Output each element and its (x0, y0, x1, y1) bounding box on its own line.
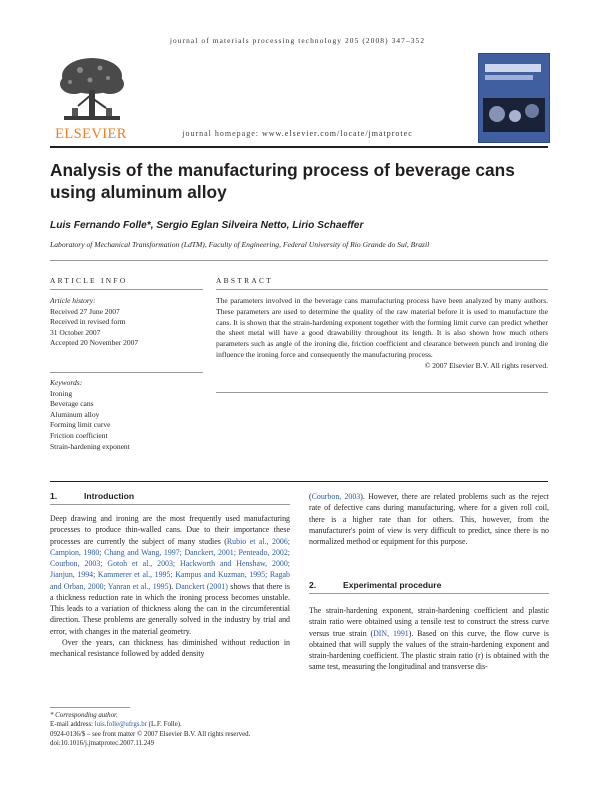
citation-link[interactable]: DIN, 1991 (373, 628, 409, 638)
abstract-heading: ABSTRACT (216, 276, 274, 285)
divider (50, 504, 290, 505)
divider (50, 289, 203, 290)
paragraph: (Courbon, 2003). However, there are related problems such as the reject rate of defective cans during manufacturing, where for a given roll coil, there is a higher rate than for others. This, however, from the manufacturer's point of view is very difficult to predict, since there is no normalized method or equipment for this purpose. (309, 492, 549, 546)
divider (50, 481, 548, 482)
section-title: Experimental procedure (343, 580, 442, 590)
cover-image (483, 98, 545, 132)
issn-line: 0924-0136/$ – see front matter © 2007 Elsevier B.V. All rights reserved. (50, 730, 251, 738)
keywords-label: Keywords: (50, 378, 83, 387)
body-column-right (309, 491, 549, 547)
citation-link[interactable]: Courbon, 2003 (311, 492, 361, 501)
divider (216, 289, 548, 290)
body-column-right-lower (309, 605, 549, 673)
abstract-copyright: © 2007 Elsevier B.V. All rights reserved. (424, 360, 548, 370)
section-number: 1. (50, 491, 58, 501)
section-heading-experimental (309, 580, 549, 590)
keyword: Aluminum alloy (50, 409, 100, 419)
author-list: Luis Fernando Folle*, Sergio Eglan Silveira Netto, Lirio Schaeffer (50, 220, 364, 231)
keywords (50, 378, 205, 452)
keyword: Beverage cans (50, 399, 94, 409)
email-link[interactable]: luis.folle@ufrgs.br (94, 721, 147, 729)
history-item: 31 October 2007 (50, 327, 101, 337)
paragraph: Deep drawing and ironing are the most frequently used manufacturing processes to produce thin-walled cans. Due to their importance these processes are currently the subject of many studies (Rubio et al., 2006; Campion, 1980; Chang and Wang, 1997; Danckert, 2001; Penteado, 2002; Courbon, 2003; Gotoh et al., 2003; Hackworth and Henshaw, 2000; Jianjun, 1994; Kammerer et al., 1995; Kampus and Kuzman, 1995; Ragab and Orban, 2000; Yanran et al., 1995). Danckert (2001) shows that there is a thickness reduction rate in which the ironing process becomes unstable. This leads to a variation of thickness along the can in the circumferential direction. These problems are generally solved in the industry by trial and error, with changes in the material geometry. (50, 514, 290, 636)
article-info-heading: ARTICLE INFO (50, 276, 128, 285)
author-affiliation: Laboratory of Mechanical Transformation (LdTM), Faculty of Engineering, Federal University of Rio Grande do Sul, Brazil (50, 240, 430, 249)
homepage-label: journal homepage: (182, 129, 259, 138)
paragraph: Over the years, can thickness has diminished without reduction in mechanical resistance followed by added density (50, 637, 290, 658)
journal-cover-thumbnail[interactable] (478, 53, 550, 143)
divider (309, 593, 549, 594)
header-rule (50, 146, 548, 148)
divider (216, 392, 548, 393)
keyword: Ironing (50, 388, 73, 398)
citation-link[interactable]: Rubio et al., 2006; Campion, 1980; Chang and Wang, 1997; Danckert, 2001; Penteado, 2002; Courbon, 2003; Gotoh et al., 2003; Hackworth and Henshaw, 2000; Jianjun, 1994; Kammerer et al., 1995; Kampus and Kuzman, 1995; Ragab and Orban, 2000; Yanran et al., 1995 (50, 536, 290, 591)
divider (50, 372, 203, 373)
article-history (50, 296, 205, 349)
article-title: Analysis of the manufacturing process of beverage cans using aluminum alloy (50, 160, 515, 202)
abstract-text: The parameters involved in the beverage cans manufacturing process have been analyzed by many authors. These parameters are used to determine the quality of the raw material before it is used to manufacture the cans. It is shown that the strain-hardening exponent together with the forming limit curve can predict whether the sheet metal will have a good drawability throughout its length. It is also shown how much others parameters such as angle of the ironing die, friction coefficient and clearance between punch and ironing die influence the ironing force and consequently the manufacturing process. (216, 296, 548, 359)
cover-title-bar (485, 64, 541, 72)
keyword: Strain-hardening exponent (50, 441, 130, 451)
homepage-link[interactable]: www.elsevier.com/locate/jmatprotec (261, 129, 413, 138)
citation-link[interactable]: Danckert (2001) (175, 581, 228, 591)
cover-subtitle-bar (485, 75, 533, 80)
journal-citation: journal of materials processing technology 205 (2008) 347–352 (169, 36, 426, 45)
section-title: Introduction (84, 491, 135, 501)
history-item: Received 27 June 2007 (50, 306, 120, 316)
history-item: Accepted 20 November 2007 (50, 338, 139, 347)
footnote-rule (50, 707, 130, 708)
history-item: Received in revised form (50, 317, 126, 326)
body-column-left (50, 513, 290, 659)
history-label: Article history: (50, 296, 96, 305)
corresponding-author-note: * Corresponding author. (50, 712, 118, 719)
keyword: Friction coefficient (50, 430, 108, 440)
section-heading-introduction (50, 491, 290, 501)
doi-line[interactable]: doi:10.1016/j.jmatprotec.2007.11.249 (50, 740, 155, 748)
paragraph: The strain-hardening exponent, strain-hardening coefficient and plastic strain ratio were obtained using a tensile test to construct the stress curve versus true strain (DIN, 1991). Based on this curve, the flow curve is obtained that will supply the values of the strain-hardening exponent and strain-hardening coefficient. The plastic strain ratio (r) is obtained with the same test, measuring the longitudinal and transverse dis- (309, 606, 549, 672)
section-number: 2. (309, 580, 317, 590)
footnote (50, 711, 350, 749)
keyword: Forming limit curve (50, 420, 111, 430)
divider (50, 260, 548, 261)
elsevier-tree-icon (56, 54, 128, 126)
abstract-body (216, 296, 548, 372)
publisher-name: ELSEVIER (55, 126, 127, 142)
email-line: E-mail address: luis.folle@ufrgs.br (L.F. Folle). (50, 721, 182, 729)
